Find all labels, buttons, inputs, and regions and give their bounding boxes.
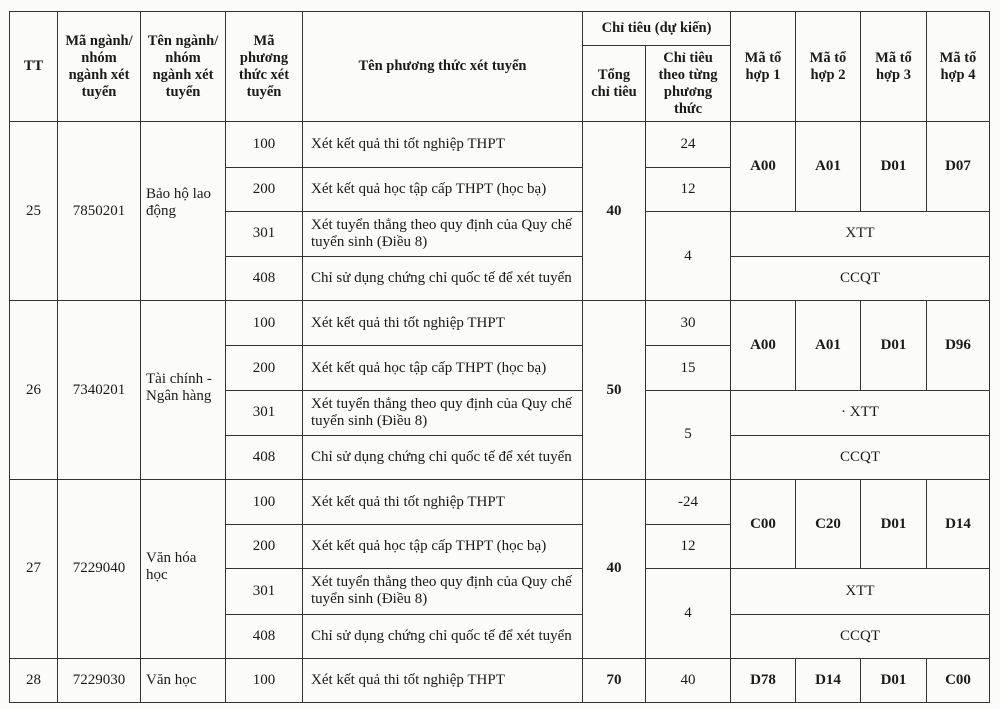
row-tt: 26 bbox=[10, 301, 58, 480]
combo-xtt: XTT bbox=[731, 569, 990, 614]
row-code: 7850201 bbox=[58, 122, 141, 301]
method-code: 100 bbox=[226, 479, 303, 524]
combo-3: D01 bbox=[861, 479, 927, 568]
combo-1: D78 bbox=[731, 658, 796, 702]
combo-2: D14 bbox=[796, 658, 861, 702]
method-quota: 15 bbox=[646, 346, 731, 390]
header-ten-nganh: Tên ngành/ nhóm ngành xét tuyển bbox=[141, 12, 226, 122]
combo-ccqt: CCQT bbox=[731, 257, 990, 301]
combo-4: D96 bbox=[927, 301, 990, 390]
row-code: 7229040 bbox=[58, 479, 141, 658]
method-code: 200 bbox=[226, 167, 303, 211]
method-code: 301 bbox=[226, 569, 303, 614]
admission-table bbox=[9, 11, 990, 703]
method-quota: 4 bbox=[646, 211, 731, 300]
combo-4: D14 bbox=[927, 479, 990, 568]
method-name: Xét kết quả học tập cấp THPT (học bạ) bbox=[303, 525, 583, 569]
header-ma-nganh: Mã ngành/ nhóm ngành xét tuyển bbox=[58, 12, 141, 122]
method-quota: 5 bbox=[646, 390, 731, 479]
method-name: Xét kết quả thi tốt nghiệp THPT bbox=[303, 479, 583, 524]
method-code: 408 bbox=[226, 257, 303, 301]
combo-ccqt: CCQT bbox=[731, 614, 990, 658]
combo-ccqt: CCQT bbox=[731, 435, 990, 479]
table-row bbox=[10, 301, 990, 346]
method-code: 408 bbox=[226, 614, 303, 658]
method-quota: 4 bbox=[646, 569, 731, 658]
header-ten-phuong-thuc: Tên phương thức xét tuyển bbox=[303, 12, 583, 122]
header-to-hop-3: Mã tổ hợp 3 bbox=[861, 12, 927, 122]
method-name: Xét kết quả học tập cấp THPT (học bạ) bbox=[303, 346, 583, 390]
method-quota: 30 bbox=[646, 301, 731, 346]
method-quota: 24 bbox=[646, 122, 731, 167]
header-tong-chi-tieu: Tổng chỉ tiêu bbox=[583, 46, 646, 122]
header-chi-tieu: Chỉ tiêu (dự kiến) bbox=[583, 12, 731, 46]
combo-3: D01 bbox=[861, 658, 927, 702]
method-name: Chỉ sử dụng chứng chỉ quốc tế để xét tuyển bbox=[303, 614, 583, 658]
row-tt: 27 bbox=[10, 479, 58, 658]
combo-xtt: · XTT bbox=[731, 390, 990, 435]
method-name: Xét kết quả thi tốt nghiệp THPT bbox=[303, 301, 583, 346]
header-to-hop-4: Mã tổ hợp 4 bbox=[927, 12, 990, 122]
method-name: Xét tuyển thẳng theo quy định của Quy chế tuyển sinh (Điều 8) bbox=[303, 569, 583, 614]
header-tt: TT bbox=[10, 12, 58, 122]
row-total: 70 bbox=[583, 658, 646, 702]
combo-4: D07 bbox=[927, 122, 990, 211]
combo-3: D01 bbox=[861, 122, 927, 211]
table-row bbox=[10, 479, 990, 524]
header-to-hop-1: Mã tổ hợp 1 bbox=[731, 12, 796, 122]
row-code: 7229030 bbox=[58, 658, 141, 702]
row-tt: 28 bbox=[10, 658, 58, 702]
combo-1: C00 bbox=[731, 479, 796, 568]
row-tt: 25 bbox=[10, 122, 58, 301]
row-code: 7340201 bbox=[58, 301, 141, 480]
combo-3: D01 bbox=[861, 301, 927, 390]
method-name: Xét tuyển thẳng theo quy định của Quy chế tuyển sinh (Điều 8) bbox=[303, 390, 583, 435]
method-name: Xét tuyển thẳng theo quy định của Quy chế tuyển sinh (Điều 8) bbox=[303, 211, 583, 256]
combo-2: A01 bbox=[796, 122, 861, 211]
method-name: Chỉ sử dụng chứng chỉ quốc tế để xét tuyển bbox=[303, 257, 583, 301]
method-quota: 12 bbox=[646, 525, 731, 569]
method-code: 301 bbox=[226, 211, 303, 256]
combo-4: C00 bbox=[927, 658, 990, 702]
method-code: 100 bbox=[226, 301, 303, 346]
method-quota: -24 bbox=[646, 479, 731, 524]
row-name: Văn học bbox=[141, 658, 226, 702]
method-quota: 12 bbox=[646, 167, 731, 211]
method-code: 100 bbox=[226, 658, 303, 702]
method-code: 408 bbox=[226, 435, 303, 479]
row-name: Bảo hộ lao động bbox=[141, 122, 226, 301]
method-code: 200 bbox=[226, 346, 303, 390]
method-name: Xét kết quả học tập cấp THPT (học bạ) bbox=[303, 167, 583, 211]
method-name: Chỉ sử dụng chứng chỉ quốc tế để xét tuyển bbox=[303, 435, 583, 479]
method-name: Xét kết quả thi tốt nghiệp THPT bbox=[303, 122, 583, 167]
method-code: 301 bbox=[226, 390, 303, 435]
combo-1: A00 bbox=[731, 122, 796, 211]
header-chi-tieu-phuong-thuc: Chỉ tiêu theo từng phương thức bbox=[646, 46, 731, 122]
combo-2: C20 bbox=[796, 479, 861, 568]
combo-xtt: XTT bbox=[731, 211, 990, 256]
table-row bbox=[10, 122, 990, 167]
row-total: 40 bbox=[583, 479, 646, 658]
combo-1: A00 bbox=[731, 301, 796, 390]
combo-2: A01 bbox=[796, 301, 861, 390]
header-ma-phuong-thuc: Mã phương thức xét tuyển bbox=[226, 12, 303, 122]
table-row bbox=[10, 658, 990, 702]
row-name: Tài chính -Ngân hàng bbox=[141, 301, 226, 480]
method-code: 100 bbox=[226, 122, 303, 167]
row-total: 40 bbox=[583, 122, 646, 301]
header-to-hop-2: Mã tổ hợp 2 bbox=[796, 12, 861, 122]
row-total: 50 bbox=[583, 301, 646, 480]
method-code: 200 bbox=[226, 525, 303, 569]
method-name: Xét kết quả thi tốt nghiệp THPT bbox=[303, 658, 583, 702]
row-name: Văn hóa học bbox=[141, 479, 226, 658]
method-quota: 40 bbox=[646, 658, 731, 702]
